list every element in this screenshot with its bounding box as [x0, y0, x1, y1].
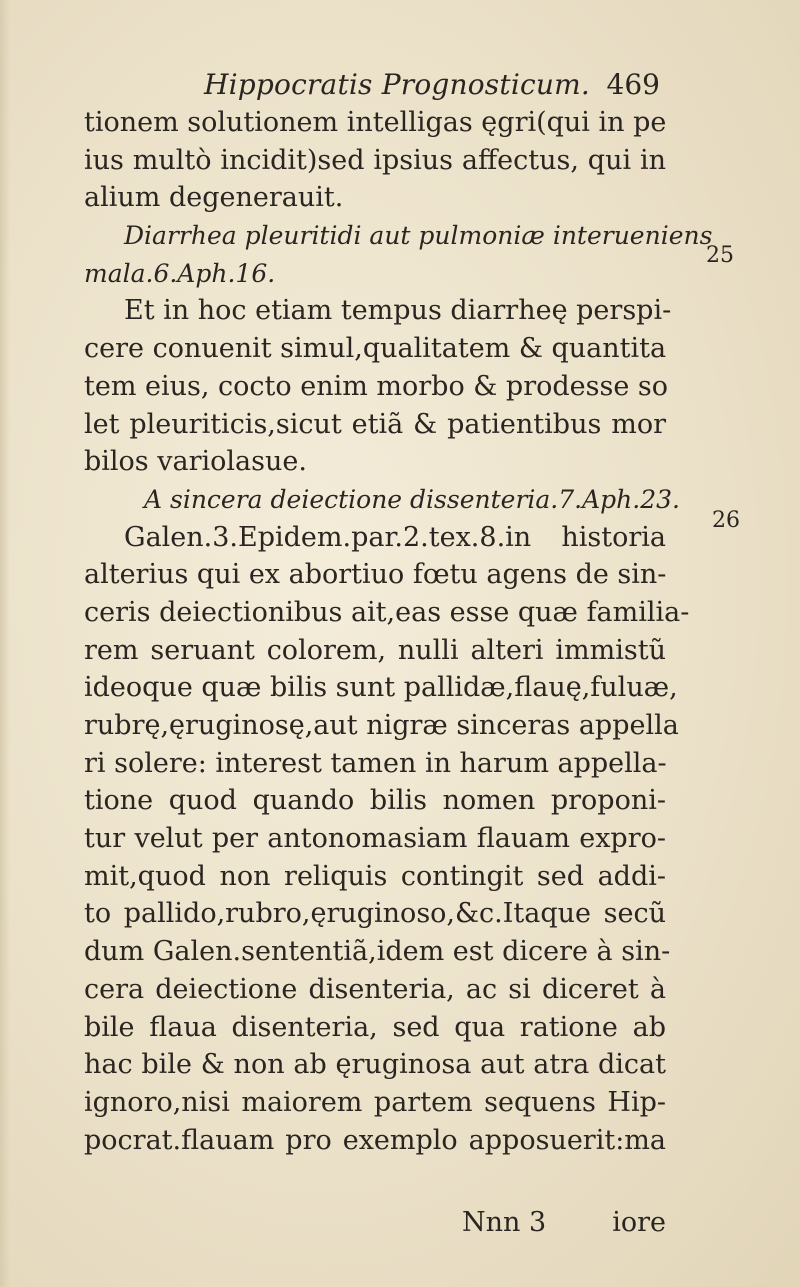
text-line: tem eius, cocto enim morbo & prodesse so — [84, 370, 669, 402]
text-line: mit,quod non reliquis contingit sed addi- — [84, 860, 666, 892]
text-line: tur velut per antonomasiam flauam expro- — [84, 823, 666, 855]
text-line: ius multò incidit)sed ipsius affectus, qui in — [84, 144, 666, 176]
section-heading: A sincera deiectione dissenteria.7.Aph.23. — [144, 484, 680, 514]
page-number: 469 — [606, 68, 660, 101]
text-line: alterius qui ex abortiuo fœtu agens de sin- — [84, 559, 667, 591]
text-line: bilos variolasue. — [84, 446, 307, 478]
text-line: bile flaua disenteria, sed qua ratione ab — [84, 1011, 666, 1043]
section-heading: Diarrhea pleuritidi aut pulmoniæ interueniens — [124, 221, 713, 251]
margin-number-26: 26 — [712, 508, 740, 533]
page-footer — [84, 1207, 666, 1245]
text-line: to pallido,rubro,ęruginoso,&c.Itaque secũ — [84, 898, 666, 930]
text-line: ceris deiectionibus ait,eas esse quæ familia- — [84, 596, 690, 628]
text-line: rubrę,ęruginosę,aut nigræ sinceras appella — [84, 710, 679, 741]
margin-number-25: 25 — [706, 243, 734, 268]
text-line: cera deiectione disenteria, ac si diceret à — [84, 973, 666, 1005]
text-line: dum Galen.sententiã,idem est dicere à sin- — [84, 936, 671, 968]
section-heading-reference: mala.6.Aph.16. — [84, 258, 276, 288]
text-line: tionem solutionem intelligas ęgri(qui in pe — [84, 107, 667, 138]
text-line: hac bile & non ab ęruginosa aut atra dicat — [84, 1049, 666, 1081]
text-line: rem seruant colorem, nulli alteri immistũ — [84, 634, 666, 666]
text-line: tione quod quando bilis nomen proponi- — [84, 785, 666, 817]
binding-edge — [0, 0, 10, 1287]
signature-mark: Nnn 3 — [462, 1207, 547, 1238]
text-line: ideoque quæ bilis sunt pallidæ,flauę,fuluæ, — [84, 672, 678, 704]
catchword: iore — [612, 1207, 666, 1238]
text-line: let pleuriticis,sicut etiã & patientibus mor — [84, 408, 666, 440]
page-header — [86, 68, 666, 108]
text-line: Galen.3.Epidem.par.2.tex.8.in historia — [124, 521, 666, 553]
text-line: Et in hoc etiam tempus diarrheę perspi- — [124, 295, 672, 327]
text-line: cere conuenit simul,qualitatem & quantita — [84, 333, 667, 365]
text-line: ri solere: interest tamen in harum appella- — [84, 747, 667, 779]
text-line: pocrat.flauam pro exemplo apposuerit:ma — [84, 1124, 666, 1156]
text-line: ignoro,nisi maiorem partem sequens Hip- — [84, 1086, 666, 1118]
body-text — [84, 104, 713, 1159]
running-title: Hippocratis Prognosticum. — [204, 68, 590, 101]
text-line: alium degenerauit. — [84, 182, 344, 214]
